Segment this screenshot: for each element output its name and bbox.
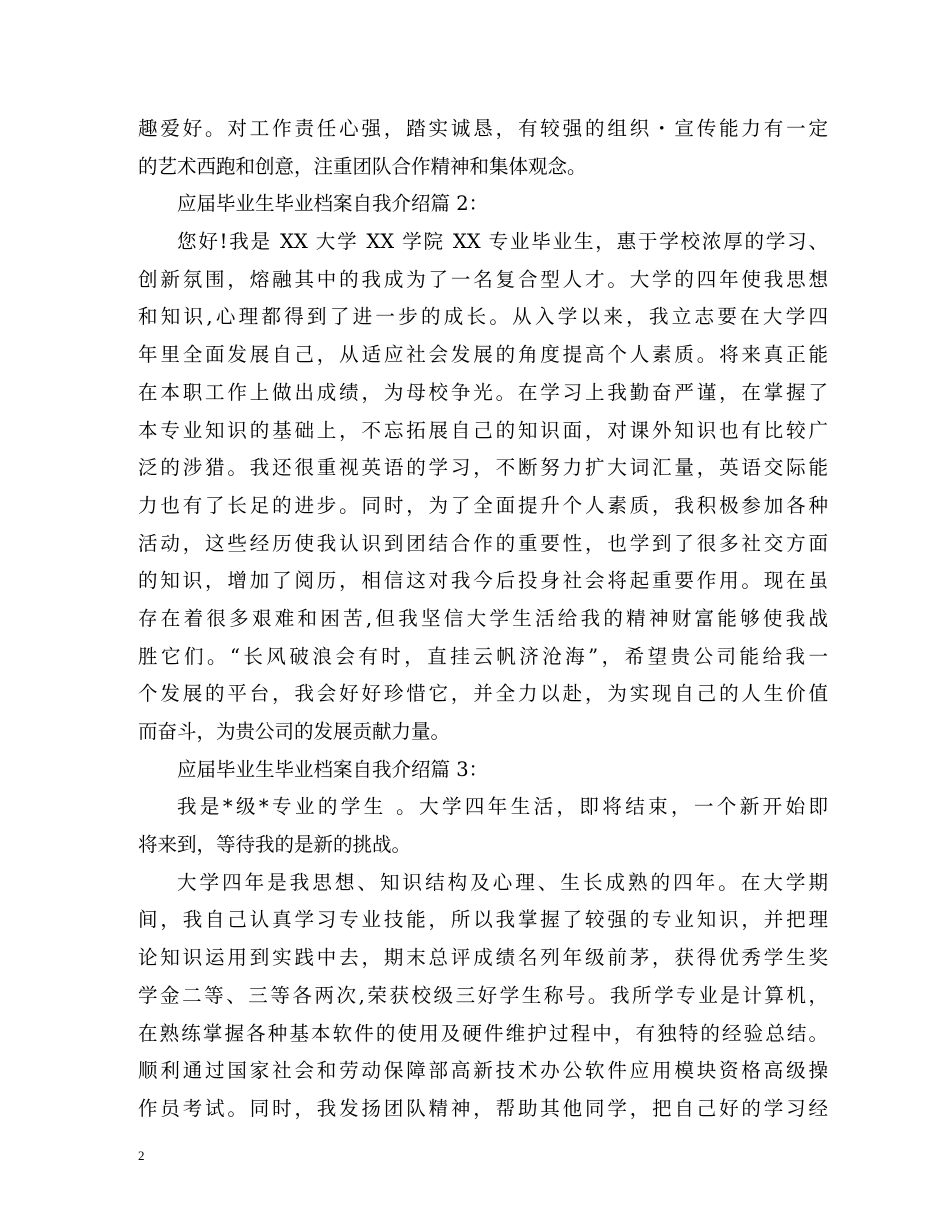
text-line: 在熟练掌握各种基本软件的使用及硬件维护过程中，有独特的经验总结。 bbox=[138, 1021, 828, 1045]
text-line: 活动，这些经历使我认识到团结合作的重要性，也学到了很多社交方面 bbox=[138, 531, 828, 555]
text-line: 间，我自己认真学习专业技能，所以我掌握了较强的专业知识，并把理 bbox=[138, 908, 828, 932]
text-line: 泛的涉猎。我还很重视英语的学习，不断努力扩大词汇量，英语交际能 bbox=[138, 456, 828, 480]
body-text bbox=[138, 110, 828, 1128]
text-line: 本专业知识的基础上，不忘拓展自己的知识面，对课外知识也有比较广 bbox=[138, 418, 828, 442]
text-line: 应届毕业生毕业档案自我介绍篇 3： bbox=[177, 757, 489, 781]
text-line: 个发展的平台，我会好好珍惜它，并全力以赴，为实现自己的人生价值 bbox=[138, 682, 828, 706]
text-line: 的艺术西跑和创意，注重团队合作精神和集体观念。 bbox=[138, 154, 587, 178]
text-line: 学金二等、三等各两次,荣获校级三好学生称号。我所学专业是计算机， bbox=[138, 983, 828, 1007]
text-line: 应届毕业生毕业档案自我介绍篇 2： bbox=[177, 192, 489, 216]
text-line: 大学四年是我思想、知识结构及心理、生长成熟的四年。在大学期 bbox=[177, 870, 828, 894]
text-line: 我是*级*专业的学生 。大学四年生活，即将结束，一个新开始即 bbox=[177, 795, 828, 819]
text-line: 趣爱好。对工作责任心强，踏实诚恳，有较强的组织・宣传能力有一定 bbox=[138, 117, 828, 140]
text-line: 论知识运用到实践中去，期末总评成绩名列年级前茅，获得优秀学生奖 bbox=[138, 946, 828, 970]
text-line: 您好!我是 XX 大学 XX 学院 XX 专业毕业生，惠于学校浓厚的学习、 bbox=[177, 230, 828, 254]
page-number: 2 bbox=[138, 1148, 145, 1163]
text-line: 存在着很多艰难和困苦,但我坚信大学生活给我的精神财富能够使我战 bbox=[138, 606, 828, 630]
text-line: 而奋斗，为贵公司的发展贡献力量。 bbox=[138, 720, 451, 743]
text-line: 的知识，增加了阅历，相信这对我今后投身社会将起重要作用。现在虽 bbox=[138, 569, 828, 593]
text-line: 力也有了长足的进步。同时，为了全面提升个人素质，我积极参加各种 bbox=[138, 493, 828, 517]
text-line: 年里全面发展自己，从适应社会发展的角度提高个人素质。将来真正能 bbox=[138, 343, 828, 367]
text-line: 和知识,心理都得到了进一步的成长。从入学以来，我立志要在大学四 bbox=[138, 305, 828, 329]
text-line: 顺利通过国家社会和劳动保障部高新技术办公软件应用模块资格高级操 bbox=[138, 1059, 828, 1083]
text-line: 胜它们。“长风破浪会有时，直挂云帆济沧海”，希望贵公司能给我一 bbox=[138, 644, 828, 668]
text-line: 作员考试。同时，我发扬团队精神，帮助其他同学，把自己好的学习经 bbox=[138, 1096, 828, 1120]
text-line: 将来到，等待我的是新的挑战。 bbox=[138, 833, 412, 857]
text-line: 在本职工作上做出成绩，为母校争光。在学习上我勤奋严谨，在掌握了 bbox=[138, 380, 828, 404]
text-line: 创新氛围，熔融其中的我成为了一名复合型人才。大学的四年使我思想 bbox=[138, 267, 828, 291]
